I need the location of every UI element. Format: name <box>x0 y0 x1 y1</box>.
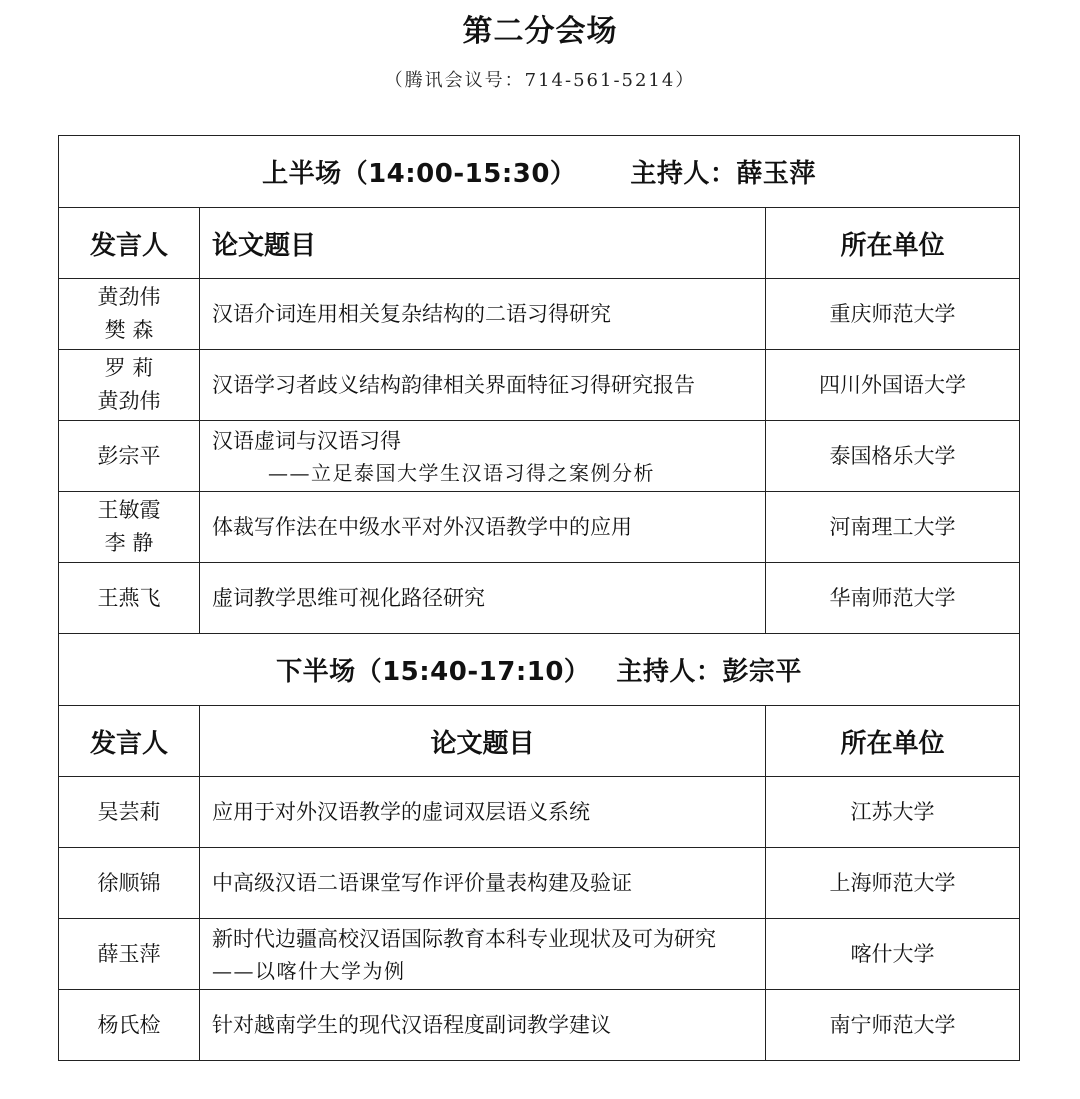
paper-cell <box>200 350 766 421</box>
paper-cell <box>200 421 766 492</box>
speaker-name: 罗 莉 <box>104 356 154 380</box>
paper-cell <box>200 279 766 350</box>
unit-cell: 泰国格乐大学 <box>766 421 1020 492</box>
speaker-name: 吴芸莉 <box>97 799 161 824</box>
table-row <box>59 563 1020 634</box>
unit-cell: 喀什大学 <box>766 919 1020 990</box>
speaker-cell <box>59 421 200 492</box>
paper-cell <box>200 848 766 919</box>
meeting-id: （腾讯会议号：714-561-5214） <box>384 70 696 91</box>
unit-cell: 南宁师范大学 <box>766 990 1020 1061</box>
speaker-cell <box>59 777 200 848</box>
paper-title: 汉语学习者歧义结构韵律相关界面特征习得研究报告 <box>212 372 695 397</box>
column-header-row <box>59 706 1020 777</box>
speaker-name: 王燕飞 <box>97 585 161 610</box>
table-row <box>59 279 1020 350</box>
speaker-name: 黄劲伟 <box>97 389 161 413</box>
unit-cell: 上海师范大学 <box>766 848 1020 919</box>
speaker-cell <box>59 492 200 563</box>
speaker-name: 杨氏检 <box>97 1012 161 1037</box>
paper-title: 针对越南学生的现代汉语程度副词教学建议 <box>212 1012 611 1037</box>
session-time: 上半场（14:00-15:30） <box>262 159 577 189</box>
session-host: 主持人：彭宗平 <box>616 657 802 687</box>
session-host: 主持人：薛玉萍 <box>630 159 816 189</box>
unit-cell: 江苏大学 <box>766 777 1020 848</box>
paper-subtitle: ——立足泰国大学生汉语习得之案例分析 <box>268 460 655 485</box>
paper-title: 体裁写作法在中级水平对外汉语教学中的应用 <box>212 514 632 539</box>
paper-subtitle: ——以喀什大学为例 <box>212 958 406 983</box>
column-header-unit: 所在单位 <box>766 706 1020 777</box>
column-header-row <box>59 208 1020 279</box>
paper-cell <box>200 492 766 563</box>
table-row <box>59 421 1020 492</box>
paper-title: 新时代边疆高校汉语国际教育本科专业现状及可为研究 <box>212 926 716 951</box>
unit-cell: 四川外国语大学 <box>766 350 1020 421</box>
table-row <box>59 848 1020 919</box>
table-row <box>59 492 1020 563</box>
schedule-table <box>58 135 1020 1061</box>
table-row <box>59 777 1020 848</box>
speaker-cell <box>59 919 200 990</box>
table-row <box>59 350 1020 421</box>
paper-cell <box>200 563 766 634</box>
session-header-cell <box>59 634 1020 706</box>
unit-cell: 河南理工大学 <box>766 492 1020 563</box>
table-row <box>59 990 1020 1061</box>
speaker-name: 王敏霞 <box>97 498 161 522</box>
column-header-paper: 论文题目 <box>200 706 766 777</box>
paper-title: 应用于对外汉语教学的虚词双层语义系统 <box>212 799 590 824</box>
speaker-name: 樊 森 <box>104 318 154 342</box>
column-header-speaker: 发言人 <box>59 208 200 279</box>
session-header-cell <box>59 136 1020 208</box>
speaker-name: 黄劲伟 <box>97 285 161 309</box>
speaker-cell <box>59 563 200 634</box>
paper-title: 中高级汉语二语课堂写作评价量表构建及验证 <box>212 870 632 895</box>
column-header-unit: 所在单位 <box>766 208 1020 279</box>
speaker-name: 薛玉萍 <box>97 941 161 966</box>
session-time: 下半场（15:40-17:10） <box>276 657 591 687</box>
speaker-cell <box>59 279 200 350</box>
paper-title: 汉语介词连用相关复杂结构的二语习得研究 <box>212 301 611 326</box>
session-header-second-half <box>59 634 1020 706</box>
speaker-name: 徐顺锦 <box>97 870 161 895</box>
table-row <box>59 919 1020 990</box>
speaker-cell <box>59 848 200 919</box>
paper-title: 汉语虚词与汉语习得 <box>212 428 401 453</box>
paper-cell <box>200 777 766 848</box>
speaker-name: 彭宗平 <box>97 443 161 468</box>
speaker-cell <box>59 990 200 1061</box>
session-header-first-half <box>59 136 1020 208</box>
paper-cell <box>200 919 766 990</box>
column-header-paper: 论文题目 <box>200 208 766 279</box>
speaker-cell <box>59 350 200 421</box>
column-header-speaker: 发言人 <box>59 706 200 777</box>
speaker-name: 李 静 <box>104 531 154 555</box>
unit-cell: 华南师范大学 <box>766 563 1020 634</box>
page-title: 第二分会场 <box>462 14 618 49</box>
paper-cell <box>200 990 766 1061</box>
paper-title: 虚词教学思维可视化路径研究 <box>212 585 485 610</box>
unit-cell: 重庆师范大学 <box>766 279 1020 350</box>
